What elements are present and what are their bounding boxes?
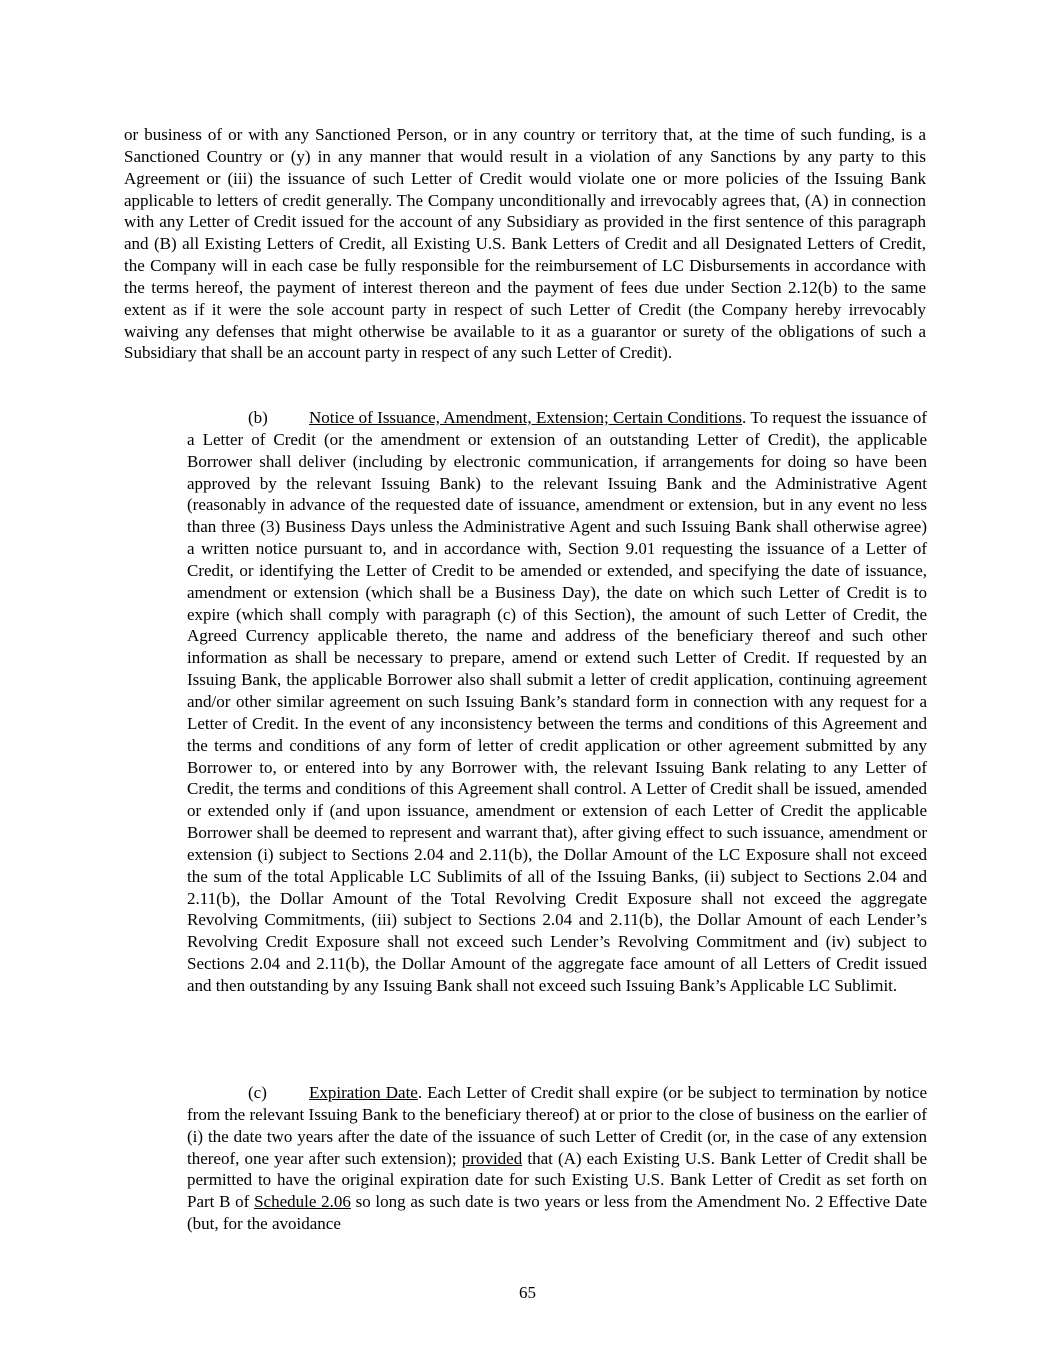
provided-term: provided [461, 1148, 523, 1168]
section-c-body-part-1: Each Letter of Credit shall expire (or be subject to termination by notice from the relevant Issuing Bank to the beneficiary thereof) at or prior to the close of business on the earlier of (i) the date two years after the date of the issuance of such Letter of Credit (or, in the case of any extension thereof, one year after such extension); [187, 1083, 927, 1168]
schedule-reference: Schedule 2.06 [254, 1192, 351, 1212]
page-number: 65 [519, 1283, 536, 1302]
section-b-paragraph [187, 407, 927, 997]
section-c-body-part-3: so long as such date is two years or less from the Amendment No. 2 Effective Date (but, for the avoidance [187, 1192, 927, 1234]
section-b-enumerator: (b) [248, 408, 268, 427]
section-b-heading: Notice of Issuance, Amendment, Extension; Certain Conditions [309, 408, 743, 427]
section-b-heading-end: . [742, 408, 747, 427]
section-c-paragraph [187, 1082, 927, 1235]
section-c-heading-end: . [417, 1083, 423, 1102]
paragraph-continuation-text: or business of or with any Sanctioned Person, or in any country or territory that, at the time of such funding, is a Sanctioned Country or (y) in any manner that would result in a violation of any Sanctions by any party to this Agreement or (iii) the issuance of such Letter of Credit would violate one or more policies of the Issuing Bank applicable to letters of credit generally. The Company unconditionally and irrevocably agrees that, (A) in connection with any Letter of Credit issued for the account of any Subsidiary as provided in the first sentence of this paragraph and (B) all Existing Letters of Credit, all Existing U.S. Bank Letters of Credit and all Designated Letters of Credit, the Company will in each case be fully responsible for the reimbursement of LC Disbursements in accordance with the terms hereof, the payment of interest thereon and the payment of fees due under Section 2.12(b) to the same extent as if it were the sole account party in respect of such Letter of Credit (the Company hereby irrevocably waiving any defenses that might otherwise be available to it as a guarantor or surety of the obligations of such a Subsidiary that shall be an account party in respect of any such Letter of Credit). [124, 125, 926, 363]
section-c-heading: Expiration Date [309, 1083, 418, 1102]
section-b-body: To request the issuance of a Letter of Credit (or the amendment or extension of an outstanding Letter of Credit), the applicable Borrower shall deliver (including by electronic communication, if arrangements for doing so have been approved by the relevant Issuing Bank) to the relevant Issuing Bank and the Administrative Agent (reasonably in advance of the requested date of issuance, amendment or extension, but in any event no less than three (3) Business Days unless the Administrative Agent and such Issuing Bank shall otherwise agree) a written notice pursuant to, and in accordance with, Section 9.01 requesting the issuance of a Letter of Credit, or identifying the Letter of Credit to be amended or extended, and specifying the date of issuance, amendment or extension (which shall be a Business Day), the date on which such Letter of Credit is to expire (which shall comply with paragraph (c) of this Section), the amount of such Letter of Credit, the Agreed Currency applicable thereto, the name and address of the beneficiary thereof and such other information as shall be necessary to prepare, amend or extend such Letter of Credit. If requested by an Issuing Bank, the applicable Borrower also shall submit a letter of credit application, continuing agreement and/or other similar agreement on such Issuing Bank’s standard form in connection with any request for a Letter of Credit. In the event of any inconsistency between the terms and conditions of this Agreement and the terms and conditions of any form of letter of credit application or other agreement submitted by any Borrower to, or entered into by any Borrower with, the relevant Issuing Bank relating to any Letter of Credit, the terms and conditions of this Agreement shall control. A Letter of Credit shall be issued, amended or extended only if (and upon issuance, amendment or extension of each Letter of Credit the applicable Borrower shall be deemed to represent and warrant that), after giving effect to such issuance, amendment or extension (i) subject to Sections 2.04 and 2.11(b), the Dollar Amount of the LC Exposure shall not exceed the sum of the total Applicable LC Sublimits of all of the Issuing Banks, (ii) subject to Sections 2.04 and 2.11(b), the Dollar Amount of the Total Revolving Credit Exposure shall not exceed the aggregate Revolving Commitments, (iii) subject to Sections 2.04 and 2.11(b), the Dollar Amount of each Lender’s Revolving Credit Exposure shall not exceed such Lender’s Revolving Commitment and (iv) subject to Sections 2.04 and 2.11(b), the Dollar Amount of the aggregate face amount of all Letters of Credit issued and then outstanding by any Issuing Bank shall not exceed such Issuing Bank’s Applicable LC Sublimit. [187, 408, 927, 995]
paragraph-continuation [124, 124, 926, 364]
section-c-enumerator: (c) [248, 1083, 267, 1102]
section-c-body-part-2: that (A) each Existing U.S. Bank Letter of Credit shall be permitted to have the original expiration date for such Existing U.S. Bank Letter of Credit as set forth on Part B of [187, 1148, 927, 1212]
